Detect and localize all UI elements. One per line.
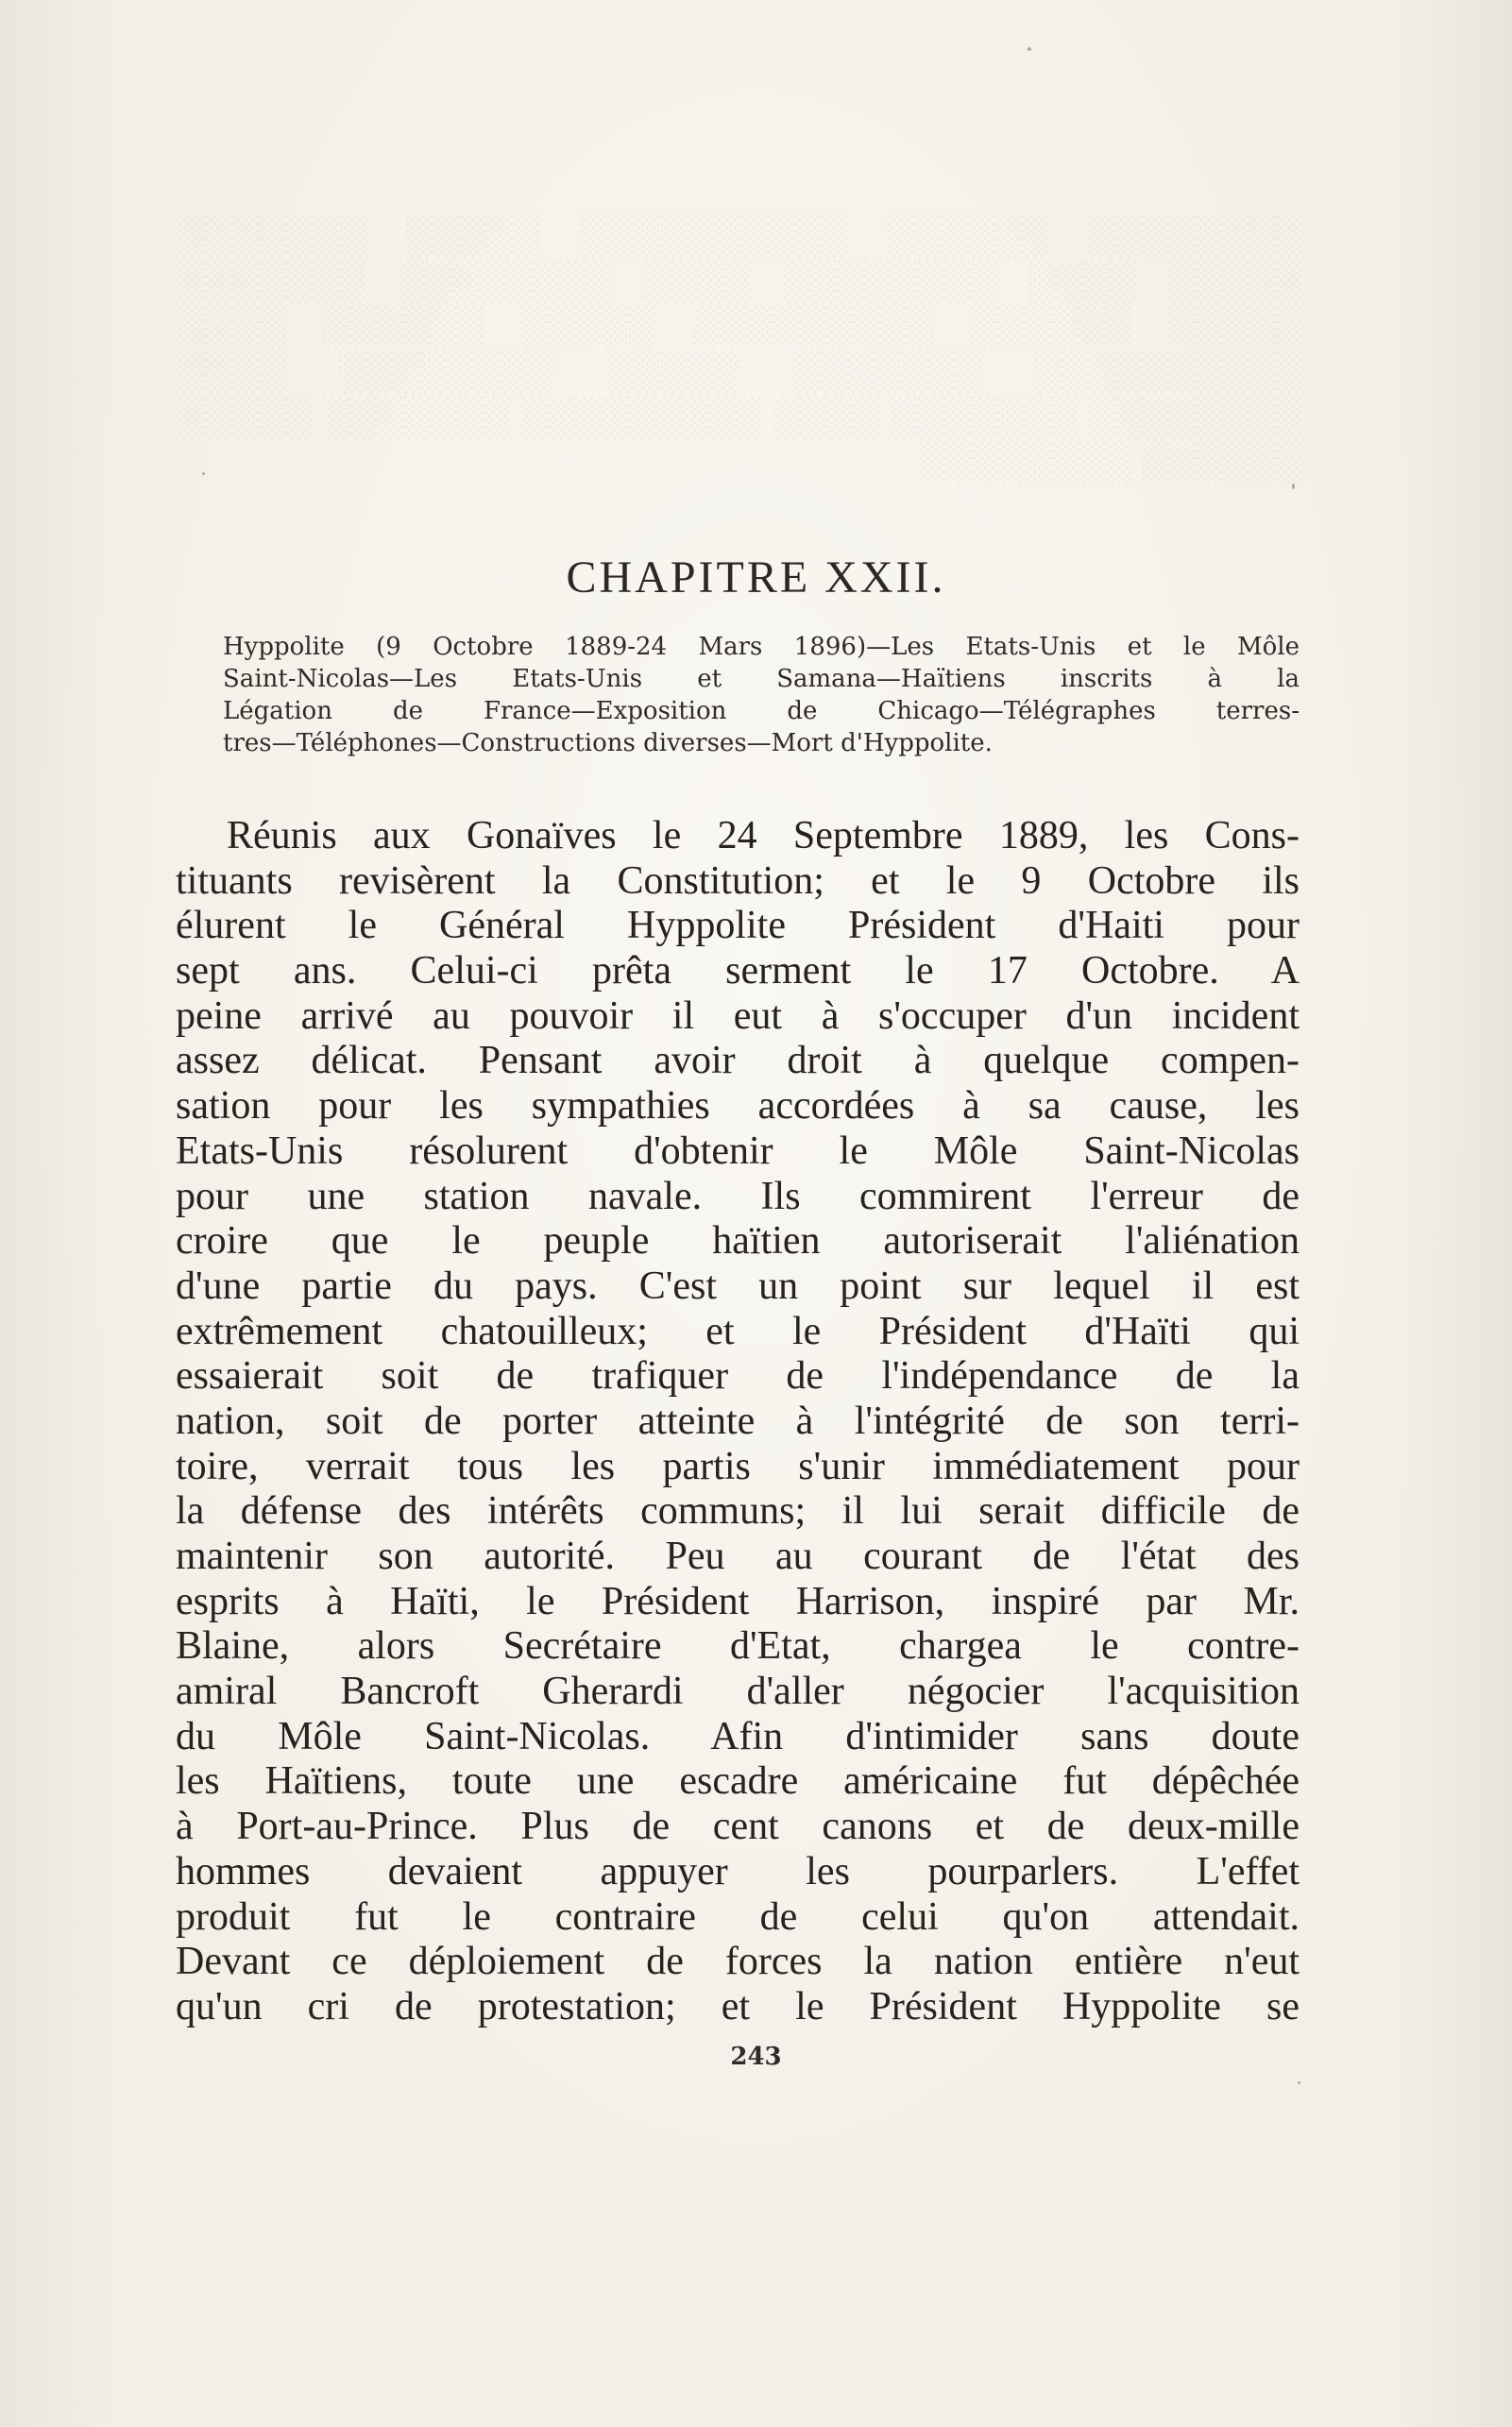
page-number: 243 [730, 2043, 782, 2071]
body-line: maintenir son autorité. Peu au courant de l'état des [176, 1535, 1300, 1578]
body-line: élurent le Général Hyppolite Président d'Haiti pour [176, 904, 1300, 948]
body-line: la défense des intérêts communs; il lui serait difficile de [176, 1489, 1300, 1534]
body-line: Etats-Unis résolurent d'obtenir le Môle Saint-Nicolas [176, 1129, 1300, 1173]
summary-line: Légation de France—Exposition de Chicago—Télégraphes terres- [223, 697, 1300, 725]
bleed-through-decoration: ░░░░░░░░ ░░░░░░ ░░░░░░░░░░ ░░░░░ ░░░░░░░ ░░░░░ ░░░░ ░░░░░░░░ ░░░░ ░░░░░░░░ ░░░░░░░ ░░░░░ ░░░░░░ ░░░░░░░░░ ░░░░░ ░░░░░░ ░░░░ ░░░░░░░░░░ ░░░░░░░ ░░░░░ ░░░░░░░░ ░░░░ ░░░░░░░░ ░░░░░░░ ░░░░ ░░░░░░░░░ ░░░░░░░ ░░░░░ ░░░░░░ ░░░░░░░░ [179, 213, 1303, 483]
body-line: esprits à Haïti, le Président Harrison, inspiré par Mr. [176, 1579, 1300, 1623]
body-line: d'une partie du pays. C'est un point sur lequel il est [176, 1264, 1300, 1308]
body-line: Réunis aux Gonaïves le 24 Septembre 1889, les Cons- [227, 814, 1300, 857]
body-line: peine arrivé au pouvoir il eut à s'occuper d'un incident [176, 993, 1300, 1038]
summary-line: Saint-Nicolas—Les Etats-Unis et Samana—Haïtiens inscrits à la [223, 665, 1300, 693]
body-line: assez délicat. Pensant avoir droit à quelque compen- [176, 1039, 1300, 1083]
body-line: les Haïtiens, toute une escadre américaine fut dépêchée [176, 1759, 1300, 1804]
body-line: croire que le peuple haïtien autoriserait l'aliénation [176, 1219, 1300, 1264]
body-line: du Môle Saint-Nicolas. Afin d'intimider sans doute [176, 1714, 1300, 1758]
body-line: sept ans. Celui-ci prêta serment le 17 Octobre. A [176, 949, 1300, 993]
chapter-summary [223, 631, 1300, 759]
body-line: Blaine, alors Secrétaire d'Etat, chargea le contre- [176, 1624, 1300, 1669]
summary-line: tres—Téléphones—Constructions diverses—Mort d'Hyppolite. [223, 729, 993, 757]
body-line: produit fut le contraire de celui qu'on attendait. [176, 1894, 1300, 1939]
chapter-title: CHAPITRE XXII. [566, 552, 946, 603]
body-line: extrêmement chatouilleux; et le Président d'Haïti qui [176, 1309, 1300, 1353]
body-line: qu'un cri de protestation; et le Président Hyppolite se [176, 1984, 1300, 2028]
body-line: toire, verrait tous les partis s'unir immédiatement pour [176, 1444, 1300, 1488]
body-line: tituants revisèrent la Constitution; et le 9 Octobre ils [176, 858, 1300, 903]
body-line: Devant ce déploiement de forces la nation entière n'eut [176, 1940, 1300, 1984]
body-line: sation pour les sympathies accordées à sa cause, les [176, 1084, 1300, 1129]
summary-line: Hyppolite (9 Octobre 1889-24 Mars 1896)—Les Etats-Unis et le Môle [223, 633, 1300, 661]
body-line: nation, soit de porter atteinte à l'intégrité de son terri- [176, 1399, 1300, 1443]
body-line: essaierait soit de trafiquer de l'indépendance de la [176, 1354, 1300, 1399]
body-line: hommes devaient appuyer les pourparlers. L'effet [176, 1849, 1300, 1893]
body-line: amiral Bancroft Gherardi d'aller négocier l'acquisition [176, 1670, 1300, 1714]
body-text [176, 814, 1300, 2030]
body-line: à Port-au-Prince. Plus de cent canons et de deux-mille [176, 1805, 1300, 1849]
body-line: pour une station navale. Ils commirent l'erreur de [176, 1174, 1300, 1218]
